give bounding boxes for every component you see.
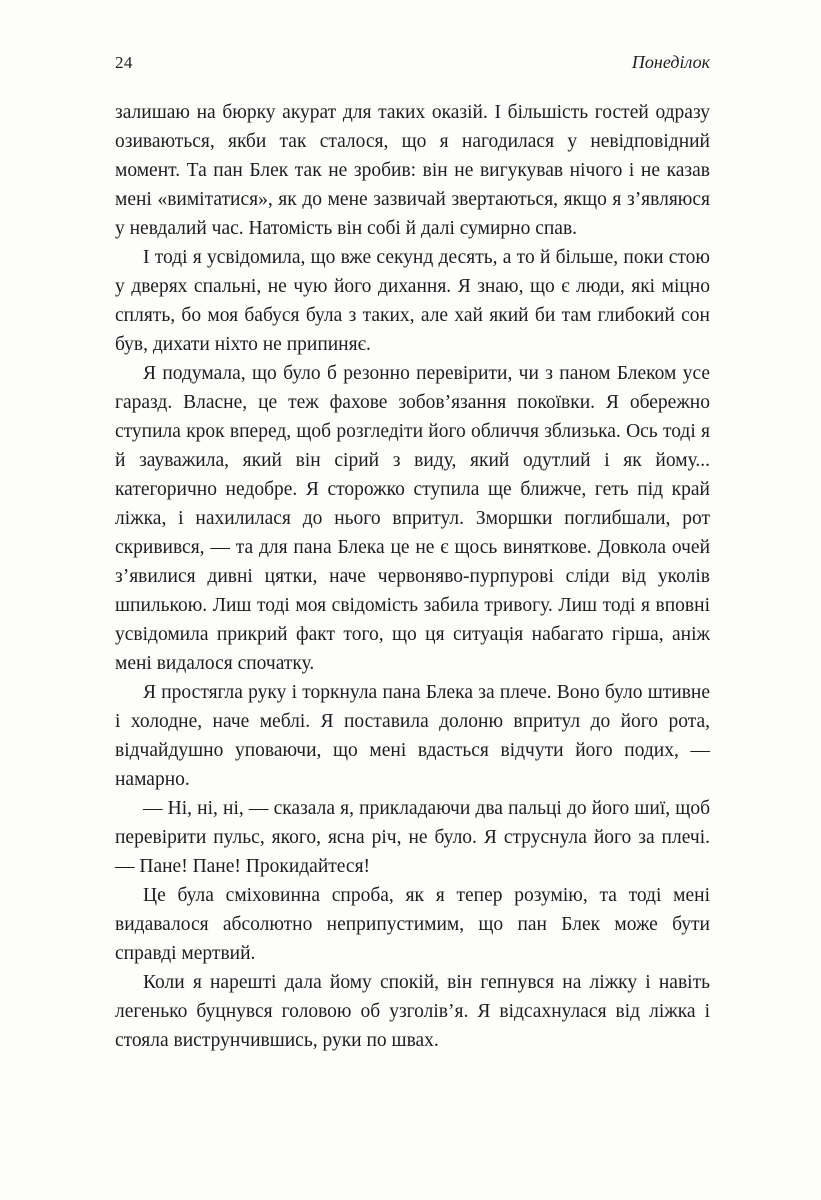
page-header — [115, 52, 710, 74]
paragraph: Я простягла руку і торкнула пана Блека за плече. Воно було штивне і холодне, наче меблі. Я поставила долоню впритул до його рота, відчайдушно уповаючи, що мені вдасться відчути його подих, — намарно. — [115, 681, 710, 790]
page-number: 24 — [115, 53, 133, 72]
paragraph: залишаю на бюрку акурат для таких оказій. І більшість гостей одразу озиваються, якби так сталося, що я нагодилася у невідповідний момент. Та пан Блек так не зробив: він не вигукував нічого і не казав мені «вимітатися», як до мене зазвичай звертаються, якщо я з’являюся у невдалий час. Натомість він собі й далі сумирно спав. — [115, 101, 710, 239]
running-head-chapter-title: Понеділок — [631, 52, 710, 72]
paragraph: Це була сміховинна спроба, як я тепер розумію, та тоді мені видавалося абсолютно неприпустимим, що пан Блек може бути справді мертвий. — [115, 884, 710, 964]
paragraph: Коли я нарешті дала йому спокій, він гепнувся на ліжку і навіть легенько буцнувся головою об узголів’я. Я відсахнулася від ліжка і стояла виструнчившись, руки по швах. — [115, 971, 710, 1051]
paragraph: — Ні, ні, ні, — сказала я, прикладаючи два пальці до його шиї, щоб перевірити пульс, якого, ясна річ, не було. Я струснула його за плечі. — Пане! Пане! Прокидайтеся! — [115, 797, 710, 877]
paragraph: І тоді я усвідомила, що вже секунд десять, а то й більше, поки стою у дверях спальні, не чую його дихання. Я знаю, що є люди, які міцно сплять, бо моя бабуся була з таких, але хай який би там глибокий сон був, дихати ніхто не припиняє. — [115, 246, 710, 355]
paragraph: Я подумала, що було б резонно перевірити, чи з паном Блеком усе гаразд. Власне, це теж фахове зобов’язання покоївки. Я обережно ступила крок вперед, щоб розгледіти його обличчя зблизька. Ось тоді я й зауважила, який він сірий з виду, який одутлий і як йому... категорично недобре. Я сторожко ступила ще ближче, геть під край ліжка, і нахилилася до нього впритул. Зморшки поглибшали, рот скривився, — та для пана Блека це не є щось виняткове. Довкола очей з’явилися дивні цятки, наче червоняво-пурпурові сліди від уколів шпилькою. Лиш тоді моя свідомість забила тривогу. Лиш тоді я вповні усвідомила прикрий факт того, що ця ситуація набагато гірша, аніж мені видалося спочатку. — [115, 362, 710, 674]
body-text — [115, 98, 710, 1055]
